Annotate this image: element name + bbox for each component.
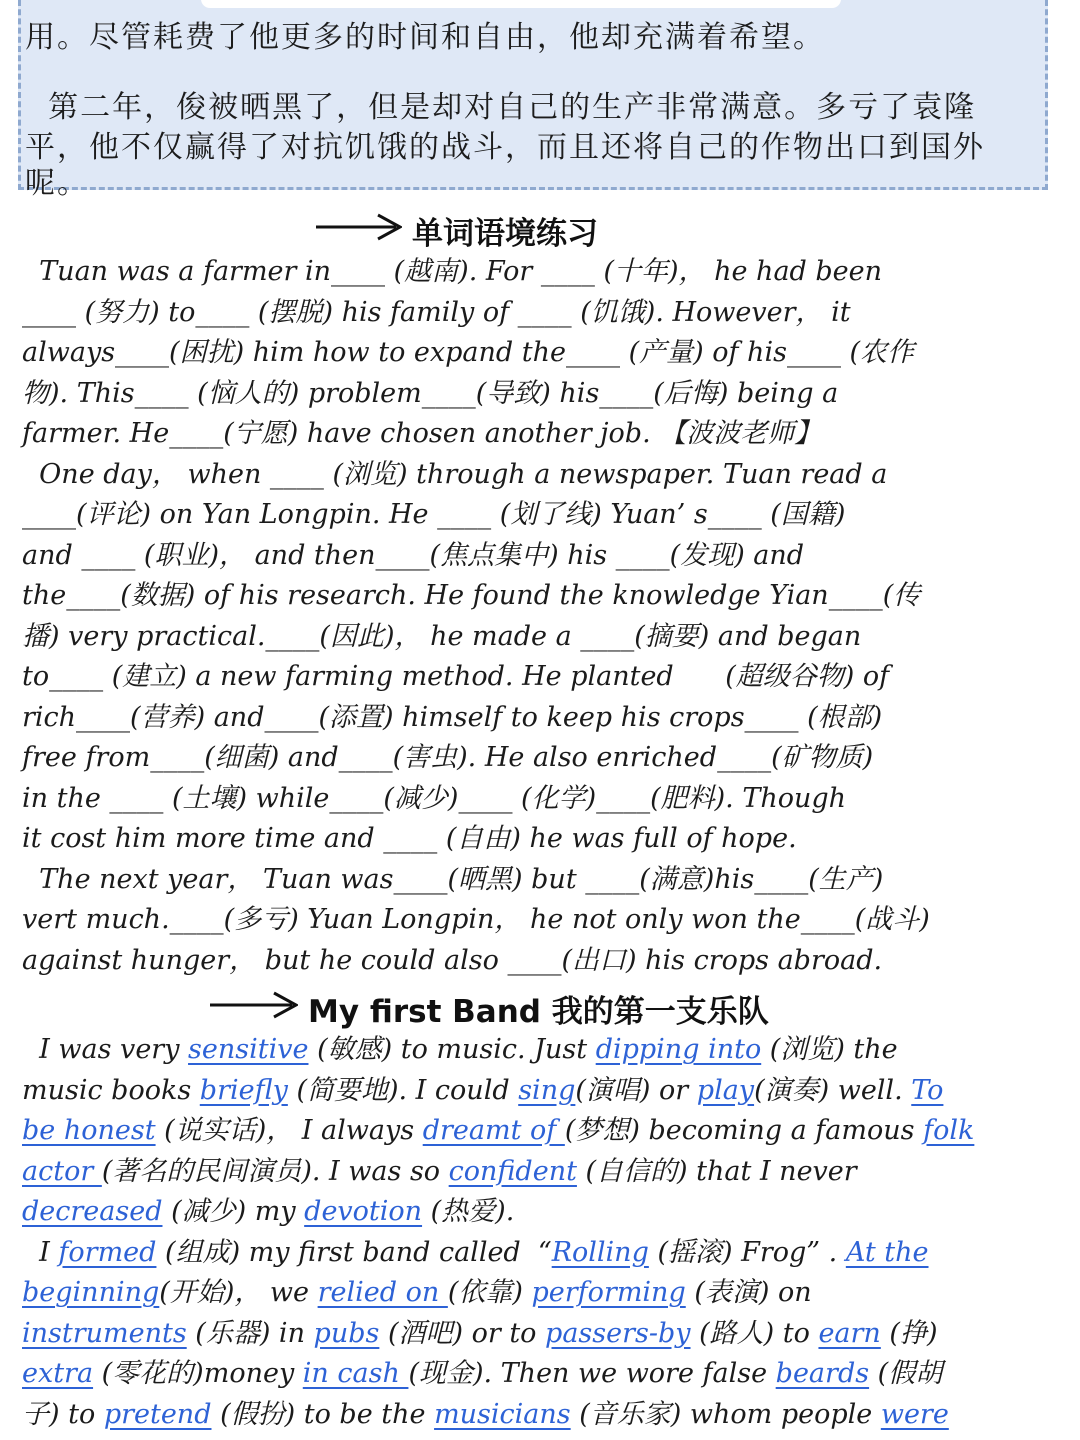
story-line <box>22 1273 1062 1314</box>
exercise-line: in the ____ (土壤) while____(减少)____ (化学)____(肥料). Though <box>22 782 847 814</box>
story-line <box>22 1192 1062 1233</box>
story-line <box>22 1314 1062 1355</box>
story-text: (零花的)money <box>93 1358 303 1389</box>
story-text: (浏览) the <box>761 1034 898 1065</box>
vocab-highlight: in cash <box>302 1358 409 1389</box>
vocab-highlight: relied on <box>317 1277 448 1308</box>
story-text: (音乐家) whom people <box>570 1398 881 1430</box>
exercise-line: it cost him more time and ____ (自由) he was full of hope. <box>22 823 797 854</box>
vocab-highlight: play <box>696 1074 755 1106</box>
story-text: 子) to <box>22 1398 104 1430</box>
vocab-highlight: dipping into <box>595 1034 762 1065</box>
story-line <box>22 1233 1062 1274</box>
arrow-right-icon <box>316 212 402 242</box>
band-story-paragraph <box>22 1030 1062 1435</box>
story-text: (敏感) to music. Just <box>308 1034 596 1065</box>
story-text: (演奏) well. <box>754 1074 912 1106</box>
story-text: (挣) <box>880 1317 938 1349</box>
translation-line: 第二年，俊被晒黑了，但是却对自己的生产非常满意。多亏了袁隆 <box>25 90 977 125</box>
exercise-line: the____(数据) of his research. He found the knowledge Yian____(传 <box>22 580 921 611</box>
vocab-highlight: formed <box>58 1236 157 1268</box>
exercise-line: The next year， Tuan was____(晒黑) but ____(满意)his____(生产) <box>22 863 884 895</box>
translation-line: 呢。 <box>25 166 89 201</box>
story-line <box>22 1111 1062 1152</box>
exercise-line: farmer. He____(宁愿) have chosen another job. 【波波老师】 <box>22 418 822 449</box>
vocab-highlight: sensitive <box>188 1034 309 1065</box>
translation-box <box>18 0 1048 201</box>
story-text: I was very <box>22 1034 189 1065</box>
story-text: (简要地). I could <box>287 1074 519 1106</box>
translation-line: 用。尽管耗费了他更多的时间和自由，他却充满着希望。 <box>25 20 825 55</box>
vocab-exercise-paragraph <box>22 252 1062 981</box>
vocab-highlight: be honest <box>22 1115 156 1146</box>
story-text: (假胡 <box>869 1358 943 1389</box>
story-line <box>22 1071 1062 1112</box>
exercise-line: against hunger， but he could also ____(出口) his crops abroad. <box>22 944 883 976</box>
story-text: (说实话)， I always <box>155 1115 423 1146</box>
vocab-highlight: folk <box>923 1115 975 1146</box>
story-line <box>22 1395 1062 1436</box>
story-text: (路人) to <box>690 1317 819 1349</box>
story-text: (演唱) or <box>575 1074 697 1106</box>
story-line <box>22 1152 1062 1193</box>
vocab-highlight: decreased <box>22 1196 163 1227</box>
vocab-highlight: performing <box>531 1277 686 1308</box>
exercise-line: to____ (建立) a new farming method. He planted (超级谷物) of <box>22 661 890 692</box>
exercise-line: 播) very practical.____(因此)， he made a ____(摘要) and began <box>22 620 862 652</box>
exercise-line: ____ (努力) to____ (摆脱) his family of ____ (饥饿). However， it <box>22 296 851 328</box>
story-text: music books <box>22 1074 200 1106</box>
vocab-highlight: dreamt of <box>422 1115 565 1146</box>
story-text: I <box>22 1236 59 1268</box>
story-text: (著名的民间演员). I was so <box>101 1155 449 1187</box>
vocab-highlight: musicians <box>434 1398 571 1430</box>
vocab-highlight: extra <box>22 1358 94 1389</box>
vocab-highlight: confident <box>448 1155 577 1187</box>
exercise-line: 物). This____ (恼人的) problem____(导致) his____(后悔) being a <box>22 377 839 409</box>
top-overlay-bar <box>201 0 841 8</box>
story-line <box>22 1030 1062 1071</box>
exercise-line: free from____(细菌) and____(害虫). He also enriched____(矿物质) <box>22 742 874 773</box>
exercise-line: and ____ (职业)， and then____(焦点集中) his ____(发现) and <box>22 539 805 571</box>
story-text: (梦想) becoming a famous <box>564 1115 924 1146</box>
section-heading-vocab: 单词语境练习 <box>412 216 598 252</box>
story-text: (自信的) that I never <box>576 1155 857 1187</box>
story-line <box>22 1354 1062 1395</box>
story-text: (减少) my <box>162 1196 305 1227</box>
section-heading-band: My first Band 我的第一支乐队 <box>308 994 769 1030</box>
vocab-highlight: devotion <box>304 1196 423 1227</box>
story-text: (表演) on <box>685 1277 812 1308</box>
exercise-line: always____(困扰) him how to expand the____ (产量) of his____ (农作 <box>22 337 915 368</box>
vocab-highlight: pretend <box>103 1398 212 1430</box>
vocab-highlight: pubs <box>313 1317 380 1349</box>
vocab-highlight: earn <box>818 1317 881 1349</box>
story-text: (乐器) in <box>186 1317 314 1349</box>
vocab-highlight: To <box>911 1074 944 1106</box>
story-text: (酒吧) or to <box>379 1317 546 1349</box>
exercise-line: One day， when ____ (浏览) through a newspaper. Tuan read a <box>22 458 888 490</box>
vocab-highlight: were <box>880 1398 949 1430</box>
vocab-highlight: beginning <box>22 1277 160 1308</box>
vocab-highlight: Rolling <box>551 1236 649 1268</box>
exercise-line: Tuan was a farmer in____ (越南). For ____ (十年)， he had been <box>22 256 883 287</box>
story-text: (热爱). <box>422 1196 515 1227</box>
vocab-highlight: instruments <box>22 1317 187 1349</box>
vocab-highlight: briefly <box>199 1074 288 1106</box>
translation-line: 平，他不仅赢得了对抗饥饿的战斗，而且还将自己的作物出口到国外 <box>25 130 985 165</box>
vocab-highlight: actor <box>22 1155 102 1187</box>
vocab-highlight: sing <box>518 1074 576 1106</box>
vocab-highlight: beards <box>775 1358 870 1389</box>
vocab-highlight: At the <box>845 1236 929 1268</box>
vocab-highlight: passers-by <box>545 1317 691 1349</box>
story-text: (现金). Then we wore false <box>408 1358 776 1389</box>
arrow-right-icon <box>210 990 298 1020</box>
exercise-line: vert much.____(多亏) Yuan Longpin， he not only won the____(战斗) <box>22 904 930 935</box>
story-text: (假扮) to be the <box>211 1398 435 1430</box>
exercise-line: rich____(营养) and____(添置) himself to keep his crops____ (根部) <box>22 701 883 733</box>
story-text: (摇滚) Frog” . <box>648 1236 846 1268</box>
story-text: (依靠) <box>447 1277 532 1308</box>
exercise-line: ____(评论) on Yan Longpin. He ____ (划了线) Yuan’ s____ (国籍) <box>22 499 846 530</box>
story-text: (组成) my first band called “ <box>156 1236 552 1268</box>
story-text: (开始)， we <box>159 1277 318 1308</box>
